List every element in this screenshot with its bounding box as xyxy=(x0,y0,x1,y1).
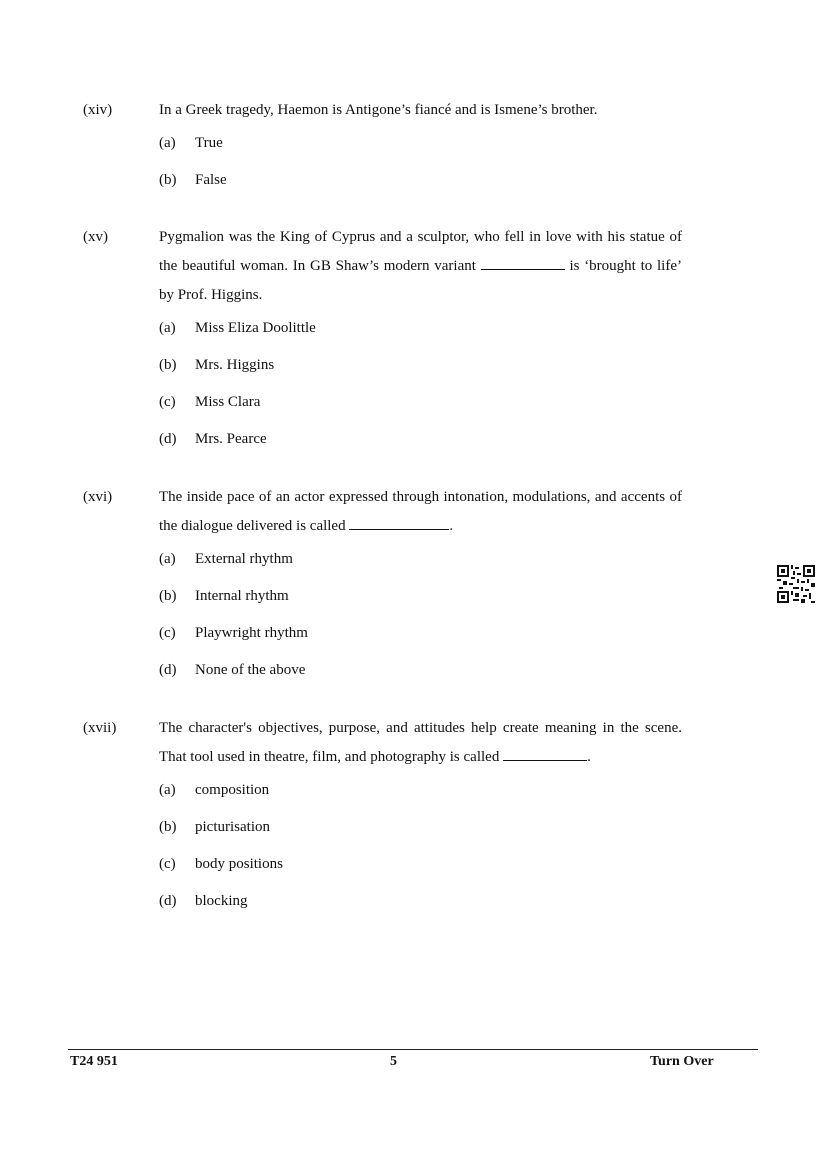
option-letter: (a) xyxy=(159,551,176,567)
question-xiv xyxy=(83,96,683,207)
option-text: External rhythm xyxy=(195,551,293,567)
option-text: Miss Eliza Doolittle xyxy=(195,320,316,336)
option-text: blocking xyxy=(195,893,248,909)
page-number: 5 xyxy=(390,1054,397,1069)
option-letter: (c) xyxy=(159,625,176,641)
paper-code: T24 951 xyxy=(70,1054,118,1069)
option-list xyxy=(159,318,683,466)
option-letter: (b) xyxy=(159,588,177,604)
option-a xyxy=(159,318,683,355)
option-list xyxy=(159,133,683,207)
question-text xyxy=(159,223,682,310)
option-text: body positions xyxy=(195,856,283,872)
option-letter: (d) xyxy=(159,893,177,909)
option-text: True xyxy=(195,135,223,151)
option-letter: (d) xyxy=(159,662,177,678)
option-text: Mrs. Higgins xyxy=(195,357,275,373)
question-number: (xiv) xyxy=(83,102,113,118)
option-c xyxy=(159,623,683,660)
question-text-part: The character's objectives, purpose, and attitudes help create meaning in the scene. That tool used in theatre, film, and photography is called xyxy=(159,720,682,765)
option-b xyxy=(159,355,683,392)
option-text: False xyxy=(195,172,227,188)
option-letter: (b) xyxy=(159,172,177,188)
question-text-part: The inside pace of an actor expressed through intonation, modulations, and accents of the dialogue delivered is called xyxy=(159,489,682,534)
question-number: (xv) xyxy=(83,229,108,245)
option-letter: (b) xyxy=(159,819,177,835)
option-letter: (a) xyxy=(159,135,176,151)
option-a xyxy=(159,549,683,586)
question-number: (xvi) xyxy=(83,489,113,505)
question-xv xyxy=(83,223,683,466)
option-b xyxy=(159,170,683,207)
question-text xyxy=(159,96,682,125)
option-text: composition xyxy=(195,782,270,798)
option-a xyxy=(159,133,683,170)
option-text: Miss Clara xyxy=(195,394,261,410)
question-text-part: is ‘brought to life’ by Prof. Higgins. xyxy=(159,258,682,303)
question-text-part: In a Greek tragedy, Haemon is Antigone’s fiancé and is Ismene’s brother. xyxy=(159,102,598,118)
option-text: Internal rhythm xyxy=(195,588,289,604)
option-b xyxy=(159,586,683,623)
turn-over-label: Turn Over xyxy=(650,1054,714,1069)
footer-divider xyxy=(68,1049,758,1050)
option-text: picturisation xyxy=(195,819,270,835)
option-letter: (d) xyxy=(159,431,177,447)
option-list xyxy=(159,780,683,928)
option-letter: (c) xyxy=(159,856,176,872)
question-number: (xvii) xyxy=(83,720,117,736)
option-letter: (a) xyxy=(159,320,176,336)
option-letter: (a) xyxy=(159,782,176,798)
answer-blank xyxy=(503,746,587,761)
option-letter: (b) xyxy=(159,357,177,373)
option-text: Mrs. Pearce xyxy=(195,431,267,447)
question-text-part: Pygmalion was the King of Cyprus and a sculptor, who fell in love with his statue of the beautiful woman. In GB Shaw’s modern variant xyxy=(159,229,682,274)
option-d xyxy=(159,891,683,928)
option-a xyxy=(159,780,683,817)
question-text-part: . xyxy=(587,749,591,765)
option-d xyxy=(159,429,683,466)
question-text xyxy=(159,483,682,541)
option-text: Playwright rhythm xyxy=(195,625,308,641)
question-text-part: . xyxy=(449,518,454,534)
answer-blank xyxy=(481,255,565,270)
question-xvi xyxy=(83,483,683,697)
question-xvii xyxy=(83,714,683,928)
answer-blank xyxy=(349,515,449,530)
option-text: None of the above xyxy=(195,662,306,678)
option-c xyxy=(159,854,683,891)
option-b xyxy=(159,817,683,854)
option-c xyxy=(159,392,683,429)
option-list xyxy=(159,549,683,697)
question-text xyxy=(159,714,682,772)
qr-code-icon xyxy=(777,565,815,603)
option-d xyxy=(159,660,683,697)
option-letter: (c) xyxy=(159,394,176,410)
